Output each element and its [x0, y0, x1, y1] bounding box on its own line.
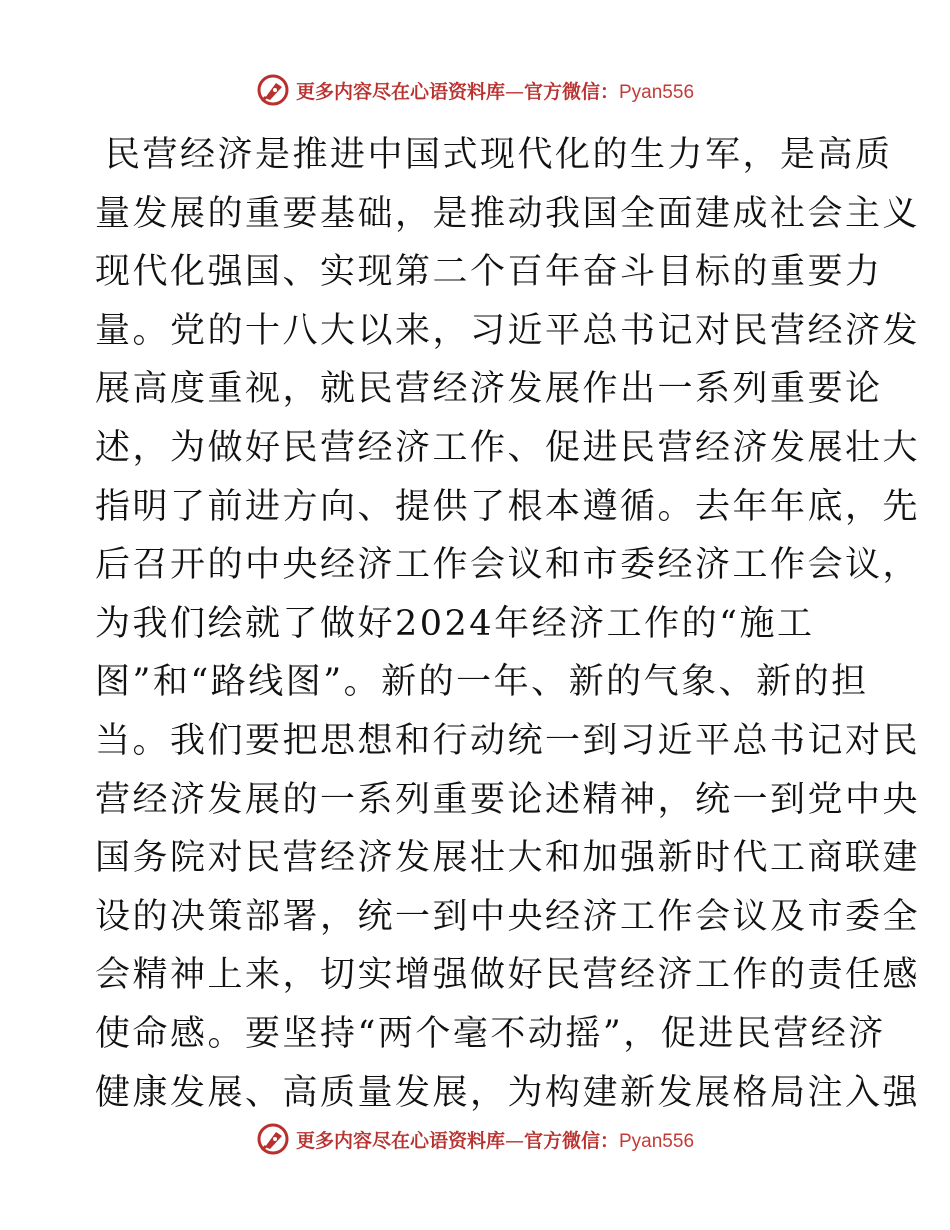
header-site-text: 更多内容尽在心语资料库 [295, 80, 505, 103]
document-body [95, 126, 921, 1122]
body-line-10: 图”和“路线图”。新的一年、新的气象、新的担 [95, 662, 869, 703]
header-banner-inner [256, 73, 694, 107]
body-line-7: 指明了前进方向、提供了根本遵循。去年年底，先 [95, 486, 921, 527]
header-banner [0, 70, 950, 110]
body-line-2: 量发展的重要基础，是推动我国全面建成社会主义 [95, 193, 921, 234]
footer-official-label: 官方微信： [523, 1129, 619, 1152]
body-line-5: 展高度重视，就民营经济发展作出一系列重要论 [95, 369, 883, 410]
body-line-1: 民营经济是推进中国式现代化的生力军，是高质 [105, 135, 893, 175]
body-line-13: 国务院对民营经济发展壮大和加强新时代工商联建 [95, 838, 921, 879]
header-official-label: 官方微信： [523, 80, 619, 103]
header-account: Pyan556 [619, 81, 695, 103]
pen-nib-logo-icon [256, 73, 290, 107]
body-line-11: 当。我们要把思想和行动统一到习近平总书记对民 [95, 720, 921, 761]
body-line-6: 述，为做好民营经济工作、促进民营经济发展壮大 [95, 427, 921, 468]
body-line-15: 会精神上来，切实增强做好民营经济工作的责任感 [95, 955, 921, 996]
footer-account: Pyan556 [619, 1130, 695, 1152]
pen-nib-logo-icon [256, 1122, 290, 1156]
body-line-16: 使命感。要坚持“两个毫不动摇”，促进民营经济 [95, 1013, 886, 1054]
body-line-9: 为我们绘就了做好2024年经济工作的“施工 [95, 603, 815, 644]
body-line-4: 量。党的十八大以来，习近平总书记对民营经济发 [95, 310, 921, 351]
footer-banner-inner [256, 1122, 694, 1156]
body-line-12: 营经济发展的一系列重要论述精神，统一到党中央 [95, 779, 921, 820]
body-line-17: 健康发展、高质量发展，为构建新发展格局注入强 [95, 1072, 921, 1113]
footer-banner-text [296, 1126, 694, 1153]
footer-dash: — [504, 1129, 524, 1152]
body-line-14: 设的决策部署，统一到中央经济工作会议及市委全 [95, 896, 921, 937]
header-banner-text [296, 77, 694, 104]
footer-banner [0, 1119, 950, 1159]
header-dash: — [504, 80, 524, 103]
body-line-8: 后召开的中央经济工作会议和市委经济工作会议， [95, 545, 921, 586]
footer-site-text: 更多内容尽在心语资料库 [295, 1129, 505, 1152]
body-line-3: 现代化强国、实现第二个百年奋斗目标的重要力 [95, 252, 883, 293]
